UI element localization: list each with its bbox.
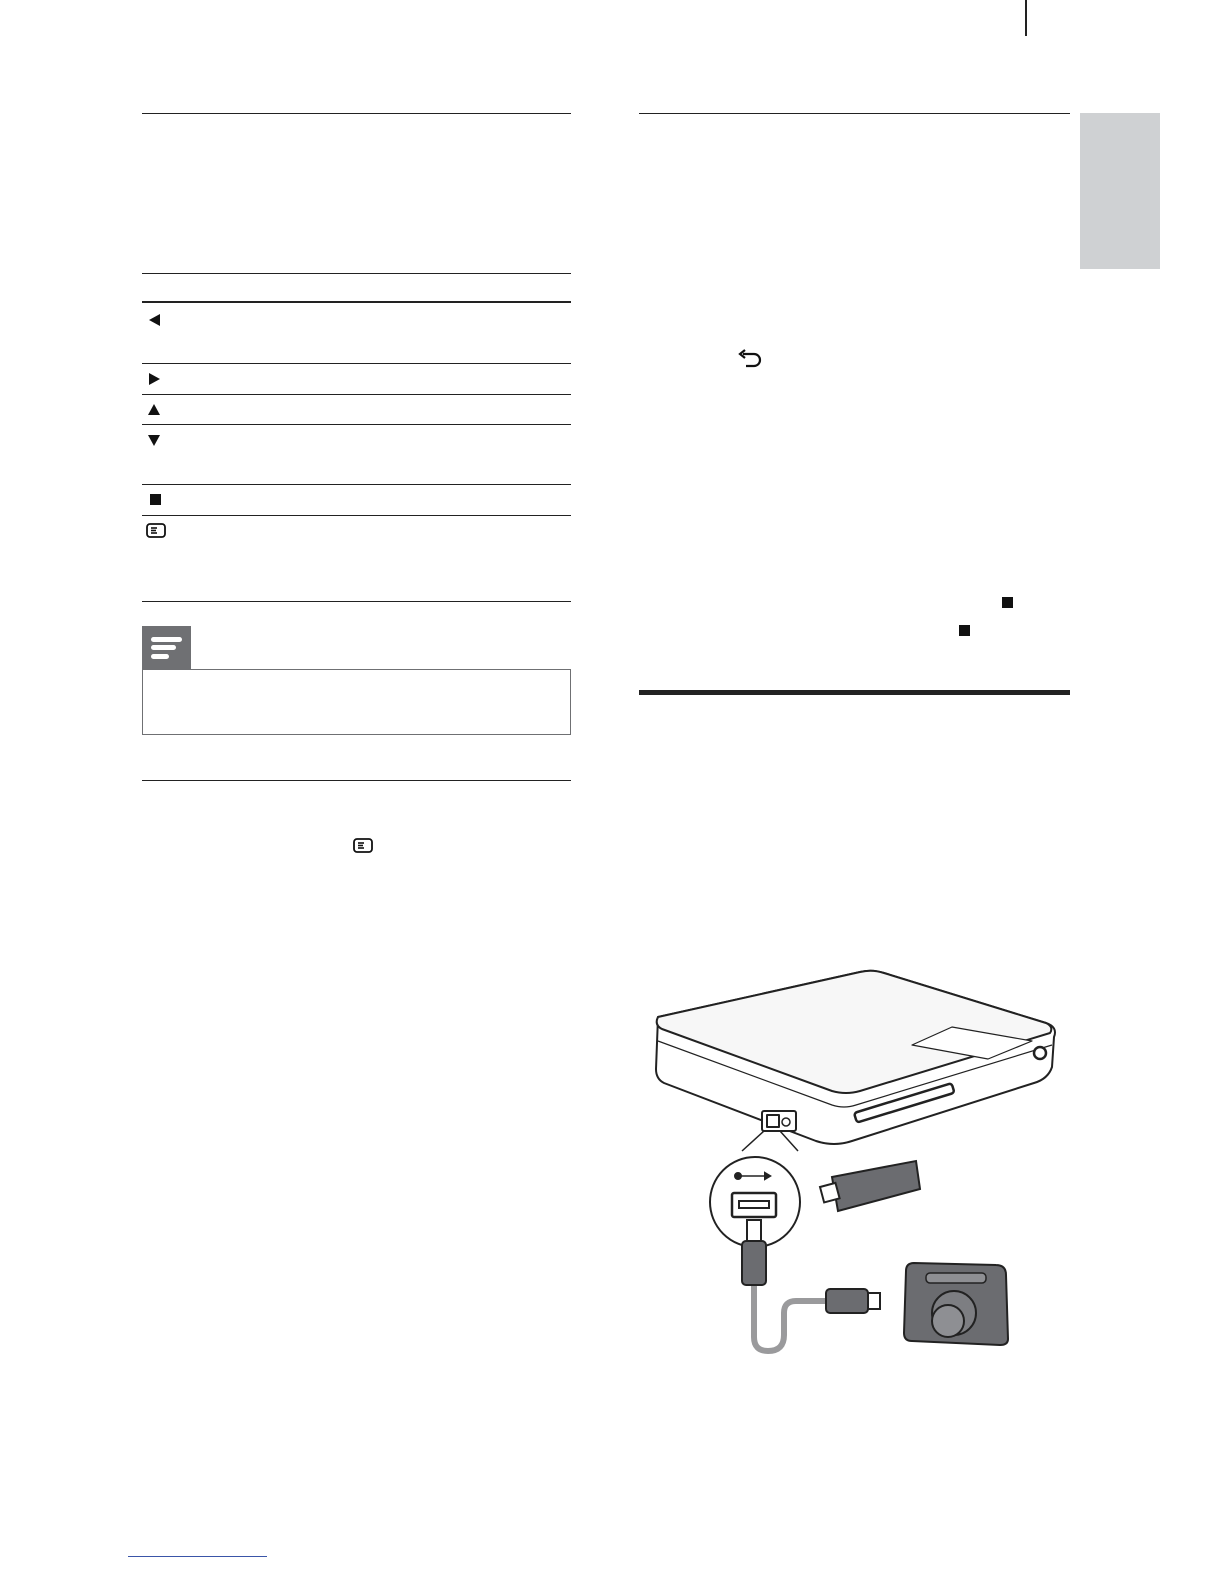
section-rule xyxy=(142,780,571,781)
section-rule xyxy=(142,113,571,114)
usb-connection-illustration xyxy=(650,965,1070,1360)
footer-link[interactable] xyxy=(128,1556,267,1557)
language-tab xyxy=(1080,113,1160,269)
table-top-rule xyxy=(142,273,571,274)
page-edge-mark xyxy=(1025,0,1027,36)
stop-icon xyxy=(1002,597,1013,608)
stop-icon xyxy=(959,625,970,636)
row-divider xyxy=(142,394,571,395)
table-header-rule xyxy=(142,301,571,303)
left-arrow-icon xyxy=(149,314,160,326)
note-icon xyxy=(142,626,191,670)
row-divider xyxy=(142,424,571,425)
table-bottom-rule xyxy=(142,601,571,602)
note-content xyxy=(142,669,571,735)
digital-camera xyxy=(904,1263,1008,1345)
options-icon xyxy=(353,838,373,853)
row-divider xyxy=(142,515,571,516)
stop-icon xyxy=(150,494,161,505)
section-rule xyxy=(639,113,1070,114)
right-arrow-icon xyxy=(149,373,160,385)
down-arrow-icon xyxy=(148,435,160,446)
back-icon xyxy=(737,349,763,369)
usb-port-callout xyxy=(710,1131,800,1247)
options-icon xyxy=(146,523,166,538)
row-divider xyxy=(142,484,571,485)
usb-cable xyxy=(742,1241,880,1351)
section-heading-rule xyxy=(639,690,1070,695)
usb-flash-drive xyxy=(820,1161,920,1211)
player xyxy=(656,971,1055,1144)
row-divider xyxy=(142,363,571,364)
up-arrow-icon xyxy=(148,404,160,415)
